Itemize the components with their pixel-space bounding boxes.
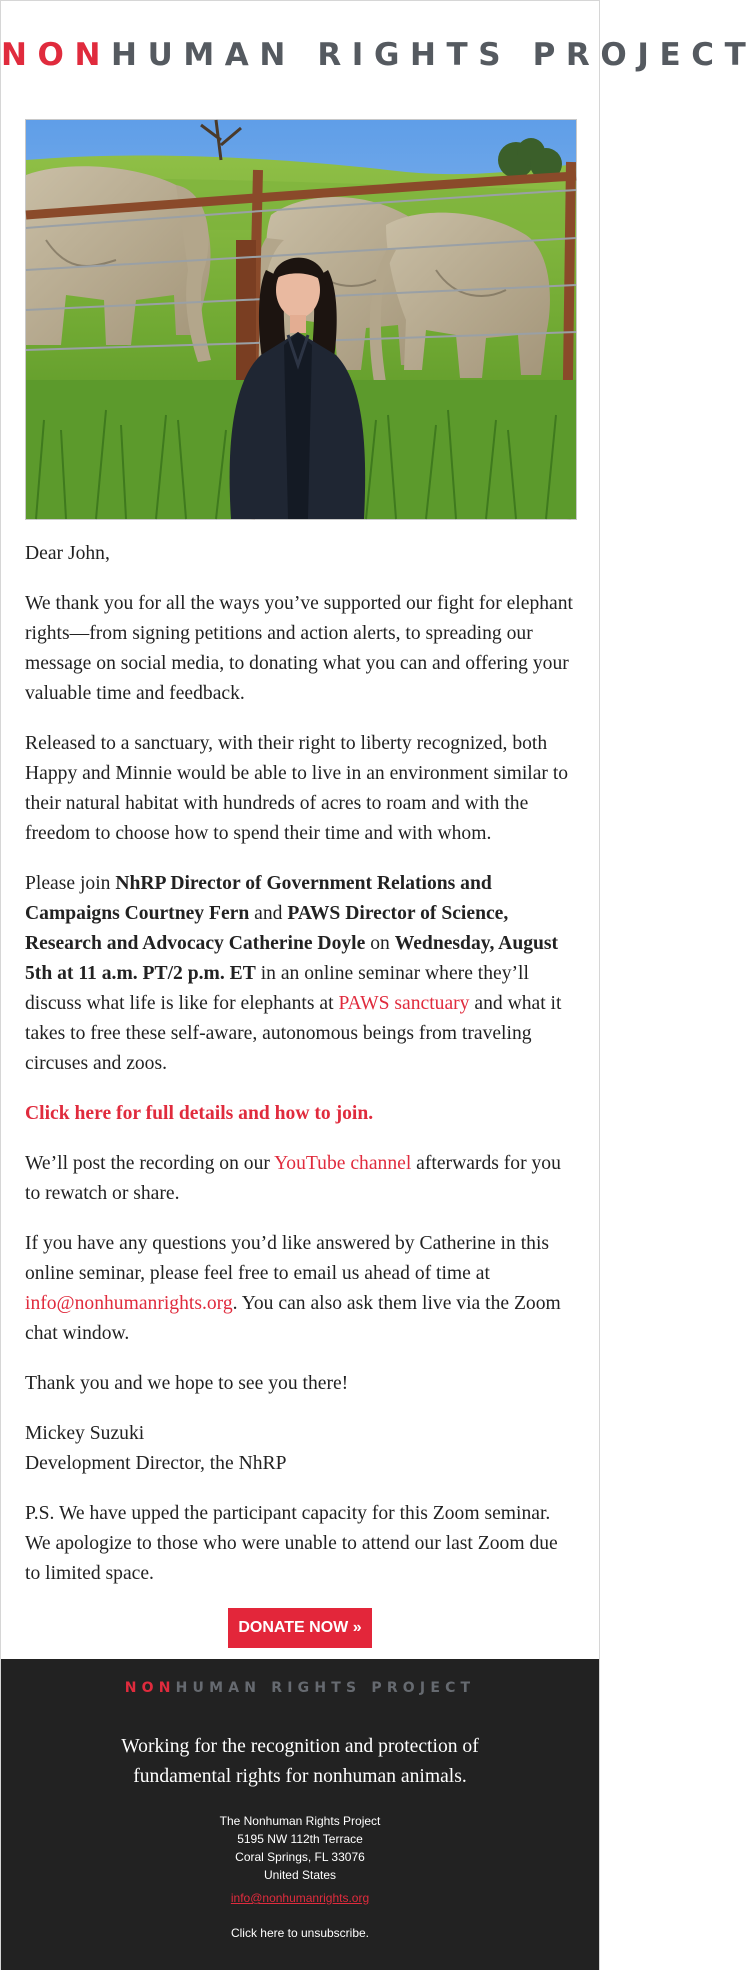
signature-title: Development Director, the NhRP [25,1453,287,1474]
address-line: United States [263,1868,337,1882]
donate-now-button[interactable]: DONATE NOW » [228,1608,371,1648]
seminar-text-5: and what it takes to free these self-aware, autonomous beings from traveling circuses and zoos. [25,993,562,1074]
email-footer [1,1659,599,1970]
signature [25,1419,577,1479]
paws-sanctuary-link[interactable]: PAWS sanctuary [338,993,470,1014]
signature-name: Mickey Suzuki [25,1423,145,1444]
address-line: 5195 NW 112th Terrace [237,1832,363,1846]
nhrp-logo[interactable] [1,35,756,75]
full-details-link[interactable]: Click here for full details and how to join. [25,1103,374,1124]
recording-text-2: afterwards for you to rewatch or share. [25,1153,561,1204]
email-link[interactable]: info@nonhumanrights.org [25,1293,233,1314]
address-line: The Nonhuman Rights Project [219,1814,381,1828]
footer-email-link[interactable]: info@nonhumanrights.org [230,1891,370,1905]
seminar-date: Wednesday, August 5th at 11 a.m. PT/2 p.m. ET [25,933,559,984]
questions-text-2: . You can also ask them live via the Zoom chat window. [25,1293,561,1344]
paragraph-recording [25,1149,577,1209]
logo-rest: HUMAN RIGHTS PROJECT [111,37,756,73]
cta-paragraph [25,1099,577,1129]
seminar-text-1: Please join [25,873,116,894]
seminar-text-4: in an online seminar where they’ll discuss what life is like for elephants at [25,963,529,1014]
postscript: P.S. We have upped the participant capacity for this Zoom seminar. We apologize to those who were unable to attend our last Zoom due to limited space. [25,1503,558,1584]
paragraph-closing: Thank you and we hope to see you there! [25,1373,349,1394]
greeting: Dear John, [25,543,110,564]
youtube-channel-link[interactable]: YouTube channel [274,1153,412,1174]
mailing-address [1,1812,599,1884]
unsubscribe-link[interactable]: Click here to unsubscribe. [230,1926,370,1940]
speaker-doyle: PAWS Director of Science, Research and Advocacy Catherine Doyle [25,903,509,954]
footer-logo-rest: HUMAN RIGHTS PROJECT [175,1680,476,1696]
seminar-text-3: on [365,933,395,954]
address-line: Coral Springs, FL 33076 [235,1850,365,1864]
paragraph-questions [25,1229,577,1349]
hero-illustration [26,120,576,519]
questions-text-1: If you have any questions you’d like answered by Catherine in this online seminar, please feel free to email us ahead of time at [25,1233,550,1284]
logo-non: NON [1,37,112,73]
donate-container [1,1608,599,1648]
paragraph-sanctuary: Released to a sanctuary, with their right to liberty recognized, both Happy and Minnie would be able to live in an environment similar to their natural habitat with hundreds of acres to roam and with the freedom to choose how to spend their time and with whom. [25,733,569,844]
paragraph-seminar [25,869,577,1079]
footer-logo[interactable] [1,1680,599,1696]
email-body [25,539,577,1609]
speaker-fern: NhRP Director of Government Relations and Campaigns Courtney Fern [25,873,492,924]
email-header [1,1,756,107]
hero-photo[interactable] [25,119,577,520]
recording-text-1: We’ll post the recording on our [25,1153,275,1174]
footer-logo-non: NON [124,1680,176,1696]
paragraph-thanks: We thank you for all the ways you’ve supported our fight for elephant rights—from signing petitions and action alerts, to spreading our message on social media, to donating what you can and offering your valuable time and feedback. [25,593,573,704]
mission-statement: Working for the recognition and protection of fundamental rights for nonhuman animals. [121,1736,479,1787]
seminar-text-2: and [249,903,288,924]
